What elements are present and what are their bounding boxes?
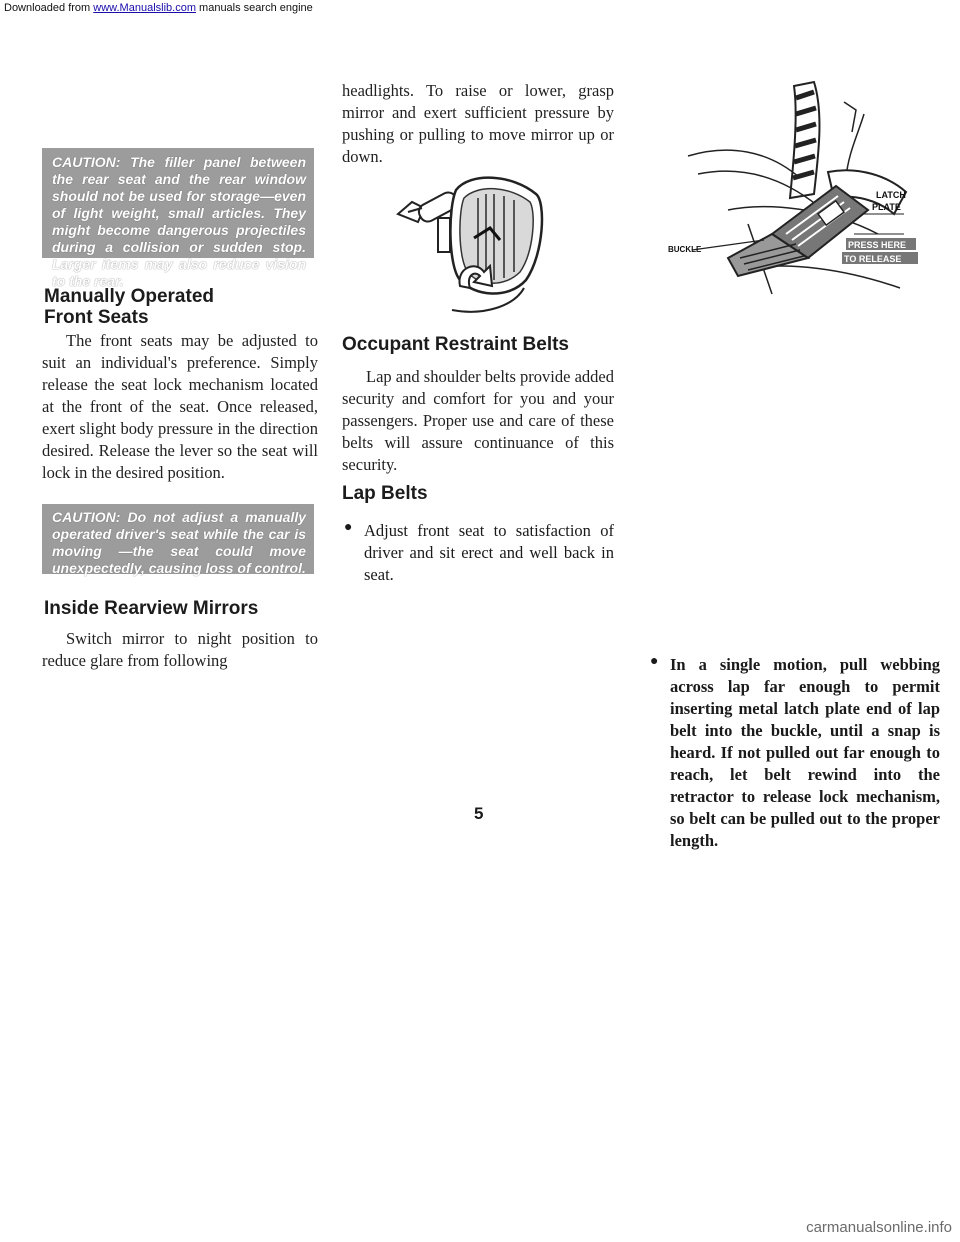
heading-inside-mirrors: Inside Rearview Mirrors — [44, 598, 259, 619]
heading-manual-seats-line2: Front Seats — [44, 307, 149, 328]
banner-prefix: Downloaded from — [4, 2, 94, 14]
rearview-mirror-illustration — [394, 168, 554, 318]
label-latch: LATCH — [876, 190, 906, 200]
footer-watermark: carmanualsonline.info — [806, 1219, 952, 1236]
lap-belt-bullet-1-text: Adjust front seat to satisfaction of driver and sit erect and well back in seat. — [364, 521, 614, 584]
heading-manual-seats-line1: Manually Operated — [44, 286, 214, 307]
lap-belt-bullet-1 — [342, 520, 614, 586]
mirrors-paragraph: Switch mirror to night position to reduce glare from following — [42, 629, 318, 670]
manualslib-link[interactable]: www.Manualslib.com — [93, 2, 196, 14]
page-number: 5 — [474, 804, 484, 823]
banner-suffix: manuals search engine — [195, 2, 313, 14]
heading-restraint-belts: Occupant Restraint Belts — [342, 334, 569, 355]
caution-box-moving-seat — [42, 504, 314, 574]
caution-box-filler-panel — [42, 148, 314, 289]
caution-text-moving-seat: CAUTION: Do not adjust a manually operated driver's seat while the car is moving —the seat could move unexpectedly, causing loss of control. — [52, 509, 306, 576]
mirrors-continued-paragraph: headlights. To raise or lower, grasp mirror and exert sufficient pressure by pushing or pulling to move mirror up or down. — [342, 81, 614, 166]
heading-manual-seats — [44, 286, 314, 328]
bullet-dot-icon: ● — [344, 520, 353, 535]
caution-text-filler-panel: CAUTION: The filler panel between the rear seat and the rear window should not be used for storage—even of light weight, small articles. They might become dangerous projectiles during a collision or sudden stop. Larger items may also reduce vision to the rear. — [52, 154, 306, 289]
lap-belt-bullet-2-text: In a single motion, pull webbing across lap far enough to permit inserting metal latch plate end of lap belt into the buckle, until a snap is heard. If not pulled out far enough to reach, let belt rewind into the retractor to release lock mechanism, so belt can be pulled out to the proper length. — [670, 655, 940, 850]
manual-seats-paragraph: The front seats may be adjusted to suit an individual's preference. Simply release the seat lock mechanism located at the front of the seat. Once released, exert slight body pressure in the direction desired. Release the lever so the seat will lock in the desired position. — [42, 331, 318, 482]
label-buckle: BUCKLE — [668, 245, 702, 254]
label-to-release: TO RELEASE — [844, 254, 902, 264]
label-plate: PLATE — [872, 202, 901, 212]
bullet-dot-icon: ● — [650, 654, 659, 669]
restraint-paragraph: Lap and shoulder belts provide added security and comfort for you and your passengers. Proper use and care of these belts will assure continuance of this security. — [342, 367, 614, 474]
download-banner — [4, 2, 313, 14]
lap-belt-bullet-2 — [648, 654, 940, 852]
heading-lap-belts: Lap Belts — [342, 483, 428, 504]
label-press-here: PRESS HERE — [848, 240, 907, 250]
seat-belt-buckle-illustration — [668, 74, 918, 314]
